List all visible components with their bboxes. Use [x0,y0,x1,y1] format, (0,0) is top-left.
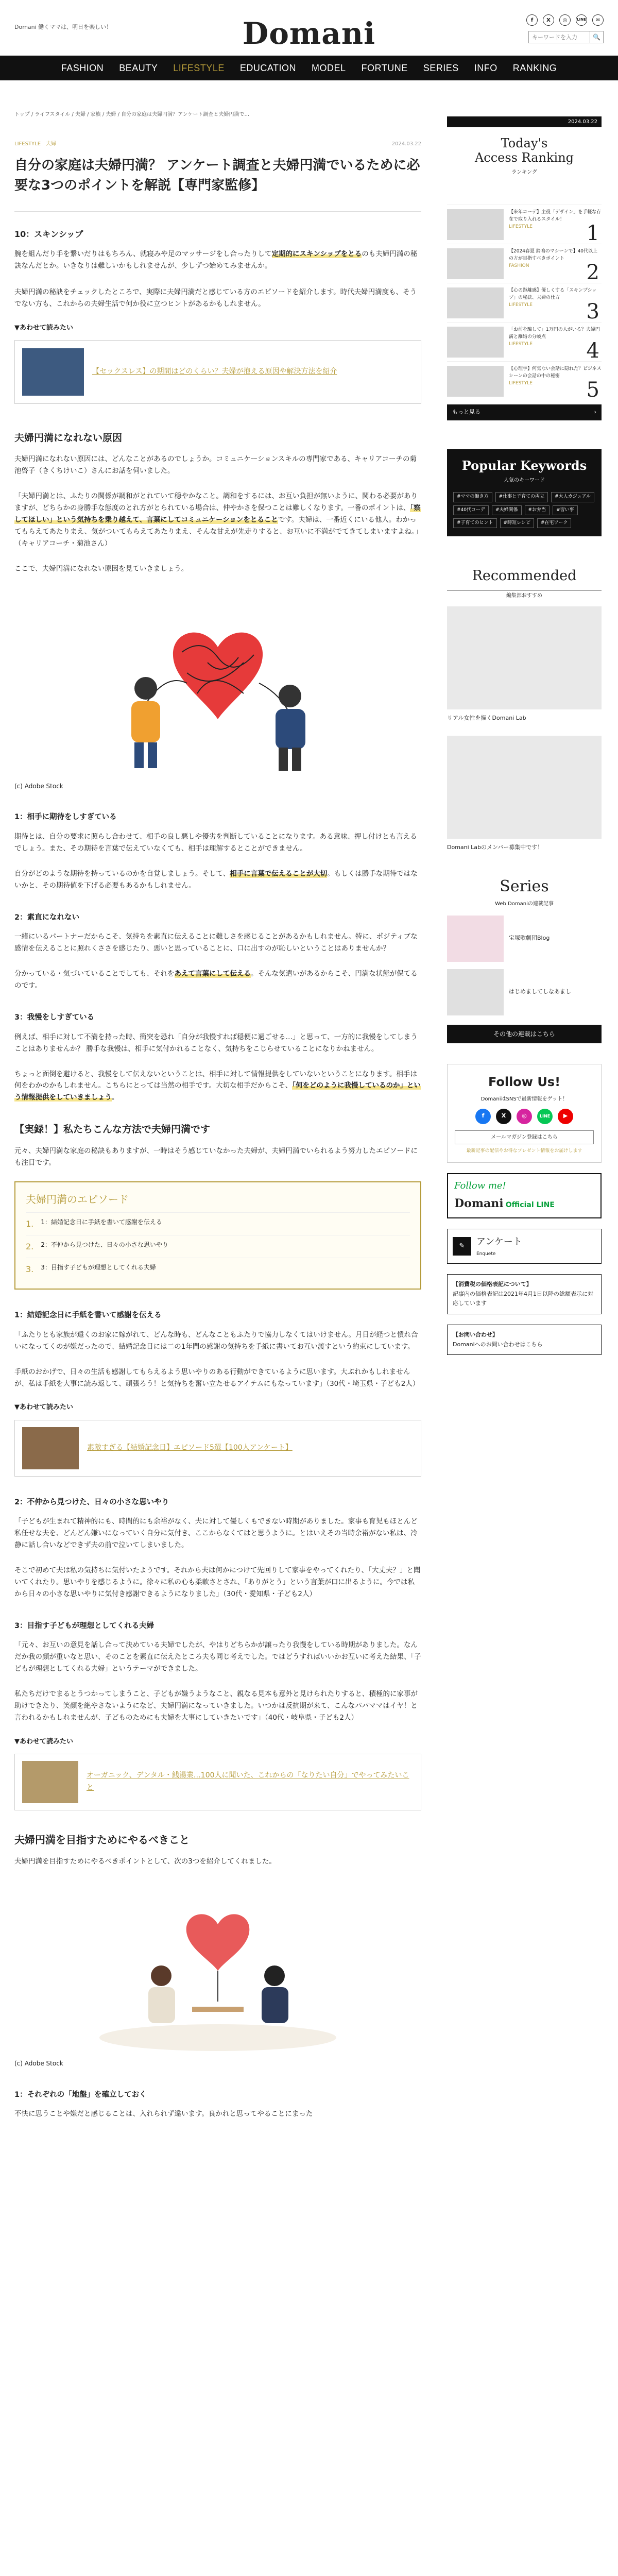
paragraph: 腕を組んだり手を繋いだりはもちろん、就寝みや足のマッサージをし合ったりして定期的にスキンシップをとるのも夫婦円満の秘訣なんだとか。いきなりは難しいかもしれませんが、少しずつ始めてみませんか。 [14,250,418,270]
nav-education[interactable]: EDUCATION [239,62,297,73]
paragraph: 夫婦円満を目指すためにやるべきポイントとして、次の3つを紹介してくれました。 [14,1857,276,1866]
toc-item[interactable]: 3. 3：目指す子どもが理想としてくれる夫婦 [26,1258,410,1280]
article-date: 2024.03.22 [391,141,421,147]
subsection-heading: 2：不仲から見つけた、日々の小さな思いやり [14,1498,169,1506]
point-heading: 10：スキンシップ [14,229,83,239]
paragraph: 一緒にいるパートナーだからこそ、気持ちを素直に伝えることに難しさを感じることがあるかもしれません。特に、ポジティブな感情を伝えることに照れくささを感じたり、悪いと思っていることに、口に出すのが恥しいということはありませんか？ [14,933,418,953]
series-item[interactable]: 宝塚歌劇団Blog [447,916,602,962]
series-thumbnail [447,916,504,962]
keyword-tag[interactable]: #夫婦関係 [492,505,522,515]
recommended-section: Recommended 編集部おすすめ [447,564,602,600]
rank-number: 4 [586,339,599,363]
mail-icon[interactable]: ✉ [592,14,604,26]
facebook-icon[interactable]: f [526,14,538,26]
line-official-banner[interactable]: Follow me! Domani Official LINE [447,1173,602,1218]
divider [14,211,421,212]
instagram-icon[interactable]: ◎ [559,14,571,26]
ranking-item[interactable]: 【来年コーデ】主役「デザイン」を手軽な存在で取り入れるスタイル！ LIFESTYLE 1 [447,205,602,244]
paragraph: そこで初めて夫は私の気持ちに気付いたようです。それから夫は何かにつけて先回りして家事をやってくれたり、「大丈夫？」と聞いてくれたり。思いやりを感じるように。徐々に私の心も柔軟さとされ、「ありがとう」という言葉が口に出るように。今では私から日々の小さな思いやりに気付き感謝できるようになりました」（30代・愛知県・子ども2人） [14,1566,421,1598]
x-icon[interactable]: X [543,14,554,26]
site-header [0,0,618,56]
paragraph: 夫婦円満になれない原因には、どんなことがあるのでしょうか。コミュニケーションスキルの専門家である、キャリアコーチの菊池啓子（きくちけいこ）さんにお話を伺いました。 [14,455,417,476]
related-article-card[interactable] [14,1754,421,1810]
keyword-tag[interactable]: #仕事と子育ての両立 [495,492,548,502]
article-category[interactable]: LIFESTYLE 夫婦 [14,141,57,147]
contact-notice[interactable]: 【お問い合わせ】 Domaniへのお問い合わせはこちら [447,1325,602,1355]
rank-number: 2 [586,261,599,284]
newsletter-note: 最新記事の配信やお得なプレゼント情報をお届けします [466,1148,582,1154]
related-article-card[interactable] [14,1420,421,1477]
nav-model[interactable]: MODEL [312,62,346,73]
ranking-thumbnail [447,287,504,318]
toc-item[interactable]: 2. 2：不仲から見つけた、日々の小さな思いやり [26,1235,410,1258]
keyword-tag[interactable]: #習い事 [553,505,578,515]
search-button[interactable]: 🔍 [590,31,604,43]
tax-notice: 【消費税の価格表記について】 記事内の価格表記は2021年4月1日以降の総額表示に対応しています [447,1274,602,1314]
paragraph: 「ふたりとも家族が遠くのお家に嫁がれて、どんな時も、どんなこともふたりで協力しなくてはいけません。月日が経つと慣れ合いになってくのが嫌だったので、結婚記念日には二の1年間の感謝の気持ちを手紙に書いてお互い渡すという約束にしています。 [14,1330,418,1351]
paragraph: 「夫婦円満とは、ふたりの関係が調和がとれていて穏やかなこと。調和をするには、お互い負担が無いように、関わる必要がありますが、どちらかの身勝手な態度のとれ方がとられている場合は、仲やかさを保つことは難しくなります。一番のポイントは、「察してほしい」という気持ちを乗り越えて、言葉にしてコミュニケーションをとることです。夫婦は、一番近くにいる他人。わかってもらえてあたりまえ、気がついてもらえてあたりまえ、そんな甘えが先走りすると、お互いに不満がでてきてしまいますよね。」（キャリアコーチ・菊池さん） [14,492,421,548]
sidebar [447,116,602,1355]
related-label: ▼あわせて読みたい [14,324,73,332]
subsection-heading: 3：我慢をしすぎている [14,1013,95,1022]
keyword-tag[interactable]: #時短レシピ [500,518,534,528]
recommended-caption[interactable]: Domani Labのメンバー募集中です！ [447,843,543,851]
related-link[interactable]: 素敵すぎる【結婚記念日】エピソード5選【100人アンケート】 [87,1443,293,1452]
nav-fortune[interactable]: FORTUNE [361,62,408,73]
series-item[interactable]: はじめましてしなあまし [447,969,602,1015]
site-tagline: Domani 働くママは、明日を楽しい！ [14,24,112,30]
related-label: ▼あわせて読みたい [14,1738,73,1746]
ranking-date: 2024.03.22 [447,116,602,127]
keyword-list [447,489,602,536]
line-icon[interactable]: LINE [576,14,587,26]
episode-toc [14,1181,421,1290]
rank-number: 5 [586,378,599,402]
keyword-tag[interactable]: #お弁当 [525,505,550,515]
paragraph: 例えば、相手に対して不満を持った時、衝突を恐れ「自分が我慢すれば穏便に過ごせる…」と思って、一方的に我慢をしてしまうことはありませんか？ 勝手な我慢は、相手に気付かれることなく、気持ちをこじらせていることになりかねません。 [14,1032,418,1053]
related-thumbnail [22,1761,78,1803]
paragraph: 「元々、お互いの意見を話し合って決めている夫婦でしたが、やはりどちらかが譲ったり我慢をしている時期がありました。なんだか我の顔が重いなと思い、そのことを素直に伝えたところ夫も同じ考えでした。ではどうすればいいかお互いに考えた結果、「子どもが理想としてくれる夫婦」というテーマができました。 [14,1641,421,1673]
series-thumbnail [447,969,504,1015]
related-link[interactable]: オーガニック、デンタル・銭湯業…100人に聞いた、これからの「なりたい自分」でやってみたいこと [87,1771,409,1792]
related-label: ▼あわせて読みたい [14,1403,73,1412]
youtube-icon[interactable]: ▶ [558,1109,573,1124]
rank-number: 1 [586,222,599,245]
search-input[interactable] [528,31,590,43]
series-more-button[interactable]: その他の連載はこちら [447,1025,602,1043]
paragraph: 私たちだけでまるとうつかってしまうこと、子どもが嫌うようなこと、親なる見本も意外と見けられたりすると、積極的に家事が助けできたり、笑顔を絶やさないようになど、夫婦円満になっていきました。いつかは反抗期が来て、こんなパパママはイヤ！と言われるかもしれませんが、子どものためにも夫婦を大事にしていきたいです」（40代・岐阜県・子ども2人） [14,1690,418,1722]
ranking-thumbnail [447,248,504,279]
ranking-item[interactable]: 【2024春夏 鈴鳴のマシーンで】40代以上の方が目指すべきポイント FASHION 2 [447,244,602,283]
breadcrumb[interactable]: トップ / ライフスタイル / 夫婦 / 家族 / 夫婦 / 自分の家庭は夫婦円満？アンケート調査と夫婦円満で... [14,112,250,117]
nav-beauty[interactable]: BEAUTY [119,62,158,73]
series-section: Series Web Domaniの連載記事 宝塚歌劇団Blog はじめましてしなあまし その他の連載はこちら [447,873,602,1043]
nav-lifestyle[interactable]: LIFESTYLE [173,62,225,73]
section-heading: 夫婦円満を目指すためにやるべきこと [14,1834,190,1846]
toc-item[interactable]: 1. 1：結婚記念日に手紙を書いて感謝を伝える [26,1212,410,1235]
x-icon[interactable]: X [496,1109,511,1124]
section-heading: 【実録！】私たちこんな方法で夫婦円満です [14,1124,211,1136]
nav-series[interactable]: SERIES [423,62,459,73]
keyword-tag[interactable]: #大人カジュアル [551,492,594,502]
subsection-heading: 3：目指す子どもが理想としてくれる夫婦 [14,1621,154,1630]
site-logo[interactable]: Domani [242,16,376,51]
chevron-right-icon: › [594,409,596,415]
paragraph: 「子どもが生まれて精神的にも、時間的にも余裕がなく、夫に対して優しくもできない時期がありました。家事も育児もほとんど私任せな夫を、どんどん嫌いになっていく自分に気付き、ここからなくてはと思うように。とはいえその当時余裕がない私は、冷静に話し合いなどできず夫の前で泣いてしまいました。 [14,1517,418,1550]
enquete-banner[interactable]: ✎ アンケート Enquete [447,1229,602,1264]
social-links [526,14,604,26]
illustration-svg [84,1883,352,2053]
keyword-tag[interactable]: #子育てのヒント [453,518,497,528]
subsection-heading: 2：素直になれない [14,913,80,922]
image-credit: (c) Adobe Stock [14,2060,63,2067]
search-box [528,31,604,43]
recommended-caption[interactable]: リアル女性を描くDomani Lab [447,715,526,722]
image-credit: (c) Adobe Stock [14,782,63,790]
nav-info[interactable]: INFO [474,62,497,73]
episode-toc-title: 夫婦円満のエピソード [26,1193,129,1206]
keyword-tag[interactable]: #在宅ワーク [537,518,572,528]
keyword-tag[interactable]: #ママの働き方 [453,492,492,502]
nav-fashion[interactable]: FASHION [61,62,104,73]
recommended-banner[interactable] [447,606,602,709]
facebook-icon[interactable]: f [475,1109,491,1124]
related-link[interactable]: 【セックスレス】の期間はどのくらい？夫婦が抱える原因や解決方法を紹介 [92,367,337,376]
illustration-svg [84,590,352,776]
subsection-heading: 1：それぞれの「地盤」を確立しておく [14,2090,147,2099]
enquete-icon: ✎ [453,1237,471,1256]
paragraph: 手紙のおかげで、日々の生活も感謝してもらえるよう思いやりのある行動ができているように思います。大ぶれかもしれませんが、私は手紙を大事に読み返して、頑張ろう！と気持ちを奮い立たせるアイテムにもなっています」（30代・埼玉県・子ども2人） [14,1367,420,1388]
ranking-header [447,127,602,205]
keyword-tag[interactable]: #40代コーデ [453,505,489,515]
page-title: 自分の家庭は夫婦円満？ アンケート調査と夫婦円満でいるために必要な3つのポイントを解説【専門家監修】 [14,158,420,193]
popular-keywords-header: Popular Keywords 人気のキーワード [447,449,602,489]
paragraph: ここで、夫婦円満になれない原因を見ていきましょう。 [14,564,188,573]
ranking-subtitle: ランキング [511,170,537,176]
paragraph: 期待とは、自分の要求に照らし合わせて、相手の良し悪しや優劣を判断していることになります。ある意味、押し付けとも言えるでしょう。また、その期待を言葉で伝えていなくても、相手は理解するとことができません。 [14,832,417,853]
tangled-heart-illustration [14,590,421,776]
related-thumbnail [22,1427,79,1469]
paragraph: 分かっている・気づいていることでしても、それをあえて言葉にして伝える。そんな気遣いがあるからこそ、円満な状態が保てるのです。 [14,970,418,990]
related-article-card[interactable] [14,340,421,404]
couple-heart-illustration [14,1883,421,2053]
ranking-more-button[interactable]: もっと見る › [447,404,602,420]
instagram-icon[interactable]: ◎ [517,1109,532,1124]
paragraph: 夫婦円満の秘訣をチェックしたところで、実際に夫婦円満だと感じている方のエピソードを紹介します。時代夫婦円満度も、そうでない方も、これからの夫婦生活で何か役に立つヒントがあるかもしれません。 [14,288,417,308]
section-heading: 夫婦円満になれない原因 [14,432,123,444]
ranking-title: Today's Access Ranking [474,136,574,165]
paragraph: 自分がどのような期待を持っているのかを自覚しましょう。そして、相手に言葉で伝えることが大切。もしくは勝手な期待ではないかと、その期待値を下げる必要もあるかもしれません。 [14,869,418,890]
paragraph: 不快に思うことや嫌だと感じることは、入れられず違います。良かれと思ってやることにまった [14,2110,313,2119]
ranking-item[interactable]: 【心の距離感】優しくする「スキンプシップ」の秘訣、夫婦の仕方 LIFESTYLE 3 [447,283,602,322]
paragraph: ちょっと面倒を避けると、我慢をして伝えないということは、相手に対して情報提供をしていないということになります。相手は何をわかのかもしれません。こちらにとっては当然の相手です。大切な相手だからこそ、「何をどのように我慢しているのか」という情報提供をしていきましょう。 [14,1070,421,1102]
newsletter-button[interactable]: メールマガジン登録はこちら [455,1130,594,1144]
main-nav [0,56,618,80]
ranking-item[interactable]: 「お前を騙して」1万円の人がいる？夫婦円満と離婚の分岐点 LIFESTYLE 4 [447,322,602,361]
ranking-item[interactable]: 【心理学】何気ない会話に隠れた？ビジネスシーンの会話の中の秘密 LIFESTYLE 5 [447,361,602,400]
ranking-thumbnail [447,209,504,240]
ranking-thumbnail [447,327,504,358]
subsection-heading: 1：結婚記念日に手紙を書いて感謝を伝える [14,1311,162,1320]
follow-us-box: Follow Us! DomaniはSNSで最新情報をゲット！ f X ◎ LINE ▶ メールマガジン登録はこちら 最新記事の配信やお得なプレゼント情報をお届けします [447,1064,602,1163]
recommended-banner[interactable] [447,736,602,839]
paragraph: 元々、夫婦円満な家庭の秘訣もありますが、一時はそう感じていなかった夫婦が、夫婦円満でいられるよう努力したエピソードにも注目です。 [14,1146,418,1167]
article [14,80,421,2120]
subsection-heading: 1：相手に期待をしすぎている [14,813,117,822]
related-thumbnail [22,348,84,396]
rank-number: 3 [586,300,599,324]
line-icon[interactable]: LINE [537,1109,553,1124]
nav-ranking[interactable]: RANKING [512,62,557,73]
ranking-thumbnail [447,366,504,397]
